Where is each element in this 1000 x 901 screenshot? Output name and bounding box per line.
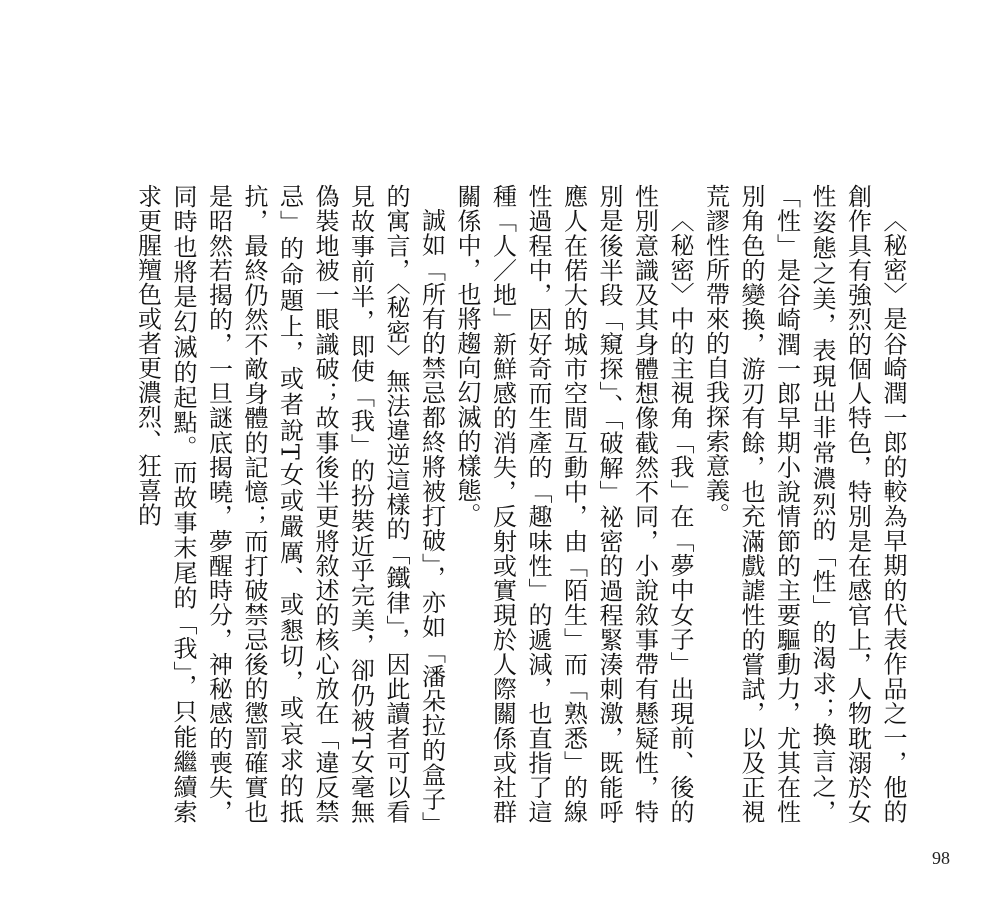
paragraph-1: 〈秘密〉是谷崎潤一郎的較為早期的代表作品之一，他的創作具有強烈的個人特色，特別是在感官上，人物耽溺於女性姿態之美，表現出非常濃烈的「性」的渴求；換言之，「性」是谷崎潤一郎早期小說情節的主要驅動力，尤其在性別角色的變換，游刃有餘，也充滿戲謔性的嘗試，以及正視荒謬性所帶來的自我探索意義。	[701, 184, 907, 824]
page-number: 98	[932, 848, 950, 868]
paragraph-2: 〈秘密〉中的主視角「我」在「夢中女子」出現前、後的性別意識及其身體想像截然不同，小說敘事帶有懸疑性，特別是後半段「窺探」、「破解」祕密的過程緊湊刺激，既能呼應人在偌大的城市空間互動中，由「陌生」而「熟悉」的線性過程中，因好奇而生產的「趣味性」的遞減，也直指了這種「人／地」新鮮感的消失，反射或實現於人際關係或社群關係中，也將趨向幻滅的樣態。	[453, 184, 694, 824]
paragraph-3: 誠如「所有的禁忌都終將被打破」，亦如「潘朵拉的盒子」的寓言，〈秘密〉無法違逆這樣的「鐵律」，因此讀者可以看見故事前半，即使「我」的扮裝近乎完美，卻仍被T女毫無偽裝地被一眼識破；故事後半更將敘述的核心放在「違反禁忌」的命題上，或者說T女或嚴厲、或懇切，或哀求的抵抗，最終仍然不敵身體的記憶；而打破禁忌後的懲罰確實也是昭然若揭的，一旦謎底揭曉，夢醒時分，神秘感的喪失，同時也將是幻滅的起點。而故事末尾的「我」，只能繼續索求更腥羶色或者更濃烈、狂喜的	[133, 184, 446, 824]
vertical-text-body	[129, 184, 910, 824]
